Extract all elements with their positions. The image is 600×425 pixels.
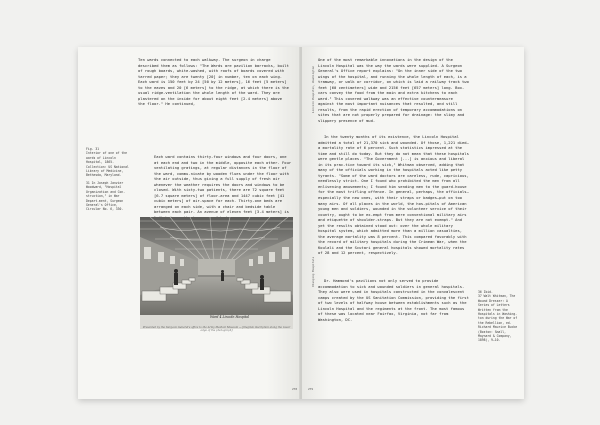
figure-caption: Fig. 31 Interior of one of the wards of Lincoln Hospital, 1865. Collection: US National Library of Medicine, Bethesda, Maryland.	[86, 147, 129, 178]
folio-right: 279	[308, 387, 314, 391]
footnote-caption: 31 In Joseph Janvier Woodward, "Hospital Organization and Con-struction," in War Depart-ment, Surgeon General's Office, Circular No. 6, 330.	[86, 181, 126, 212]
running-head: Lincoln Hospital, Washington	[311, 65, 315, 113]
block-quote: Each ward contains thirty-four windows and four doors, one at each end and two in the middle, opposite each other. Four ventilating gratings, at regular distances in the floor of the ward, commu-nicate by wooden flues under the floor with the air outside, thus giving a full supply of fresh air whenever the weather requires the doors and windows to be closed. With sixty-two patients, there are 72 square feet [6.7 square meters] of floor-area and 1447 cubic feet [41 cubic meters] of air-space for each. Thirty-one beds are arranged on each side, with a chair and bedside table between each pair. An avenue of eleven feet [3.4 meters] is	[154, 154, 292, 215]
left-paragraph-1: Ten wards connected to each walkway. The surgeon in charge described them as follows: "The Wards are pavilion barracks, built of rough boards, white-washed, with roofs of boards covered with tarred paper; they are twenty [20] in number, ten on each wing. Each ward is 150 feet by 24 [50 by 12 meters], 16 feet [5 meters] to the eaves and 20 [6 meters] to the ridge, at which there is the usual ridge-ventilation the whole length of the ward. They are plastered on the inside for about eight feet [2.4 meters] above the floor." He continued,	[138, 57, 292, 107]
folio-left: 278	[292, 387, 298, 391]
right-paragraph-3: Dr. Hammond's pavilions not only served to provide accommodation to sick and wounded soldiers in general hospitals. They also were used in hospitals constructed in the convalescent camps created by the US Sanitation Commission, providing the first of two levels of halfway house between establishments such as the Lincoln Hospital and the regiments at the front. The most famous of these was located near Fairfax, Virginia, not far from Washington, DC.	[318, 278, 472, 322]
right-page	[292, 47, 524, 399]
right-paragraph-1: One of the most remarkable innovations in the design of the Lincoln Hospital was the way the wards were supplied. A Surgeon General's Office report explains: "On the inner side of the two wings of the hospital, and running the whole length of each, is a tramway, or walk or corridor, on which is laid a railway track two feet [60 centimeters] wide and 2156 feet [657 meters] long. Box-cars convey the food from the main and extra kitchens to each ward." This covered walkway was an effective countermeasure against the most important nuisances that resulted, and still results, from the rapid erection of temporary accommodations on sites that are not properly prepared for drainage: the slimy and slippery presence of mud.	[318, 57, 472, 124]
side-notes: 36 Ibid. 37 Walt Whitman, The Wound Dresser: A Series of Letters Written from the Hospitals in Washing-ton during the War of the Rebellion, ed. Richard Maurice Bucke (Boston: Small, Maynard & Company, 1898), 9–10.	[478, 290, 518, 343]
photo-title: Ward 4 Lincoln Hospital	[210, 315, 250, 319]
ward-photograph	[140, 217, 293, 332]
ward-interior-image	[140, 217, 293, 329]
running-head-section: Changing Hospitals	[311, 256, 315, 287]
open-book-spread	[78, 47, 524, 399]
photo-inscription	[140, 315, 293, 332]
left-page	[78, 47, 300, 399]
right-paragraph-2: In the twenty months of its existence, the Lincoln Hospital admitted a total of 21,370 sick and wounded. Of those, 1,221 died—a mortality rate of 6 percent. Such statistics impressed at the time and still do today. But they do not mean that these hospitals were gentle places. "The Government [...] is anxious and liberal in its prac-tice toward its sick," Whitman observed, adding that many of the officials working in the hospitals acted like petty tyrants. "Some of the ward doctors are careless, rude, capricious, needlessly strict. One I found who prohibited the men from all enlivening amusements; I found him sending men to the guard-house for the most trifling offence. In general, perhaps, the officials—especially the new ones, with their straps or badges—put on too many airs. Of all places in the world, the hos-pitals of American young men and soldiers, wounded in the volunteer service of their country, ought to be ex-empt from mere conventional military airs and etiquette of shoulder-straps. But they are not exempt." And yet the results obtained stood out: over the whole military hospital system, which admitted more than a million casualties, the average mortality was 8 percent. This compared favorably with the record of military hospitals during the Crimean War, when the Koulali and the Scutari general hospitals showed mortality rates of 28 and 12 percent, respectively.	[318, 134, 472, 256]
photo-inscription-text: Presented by the Surgeon General's office to the Army Medical Museum — [illegible inscription along the lower edge of the photograph]	[142, 325, 291, 332]
